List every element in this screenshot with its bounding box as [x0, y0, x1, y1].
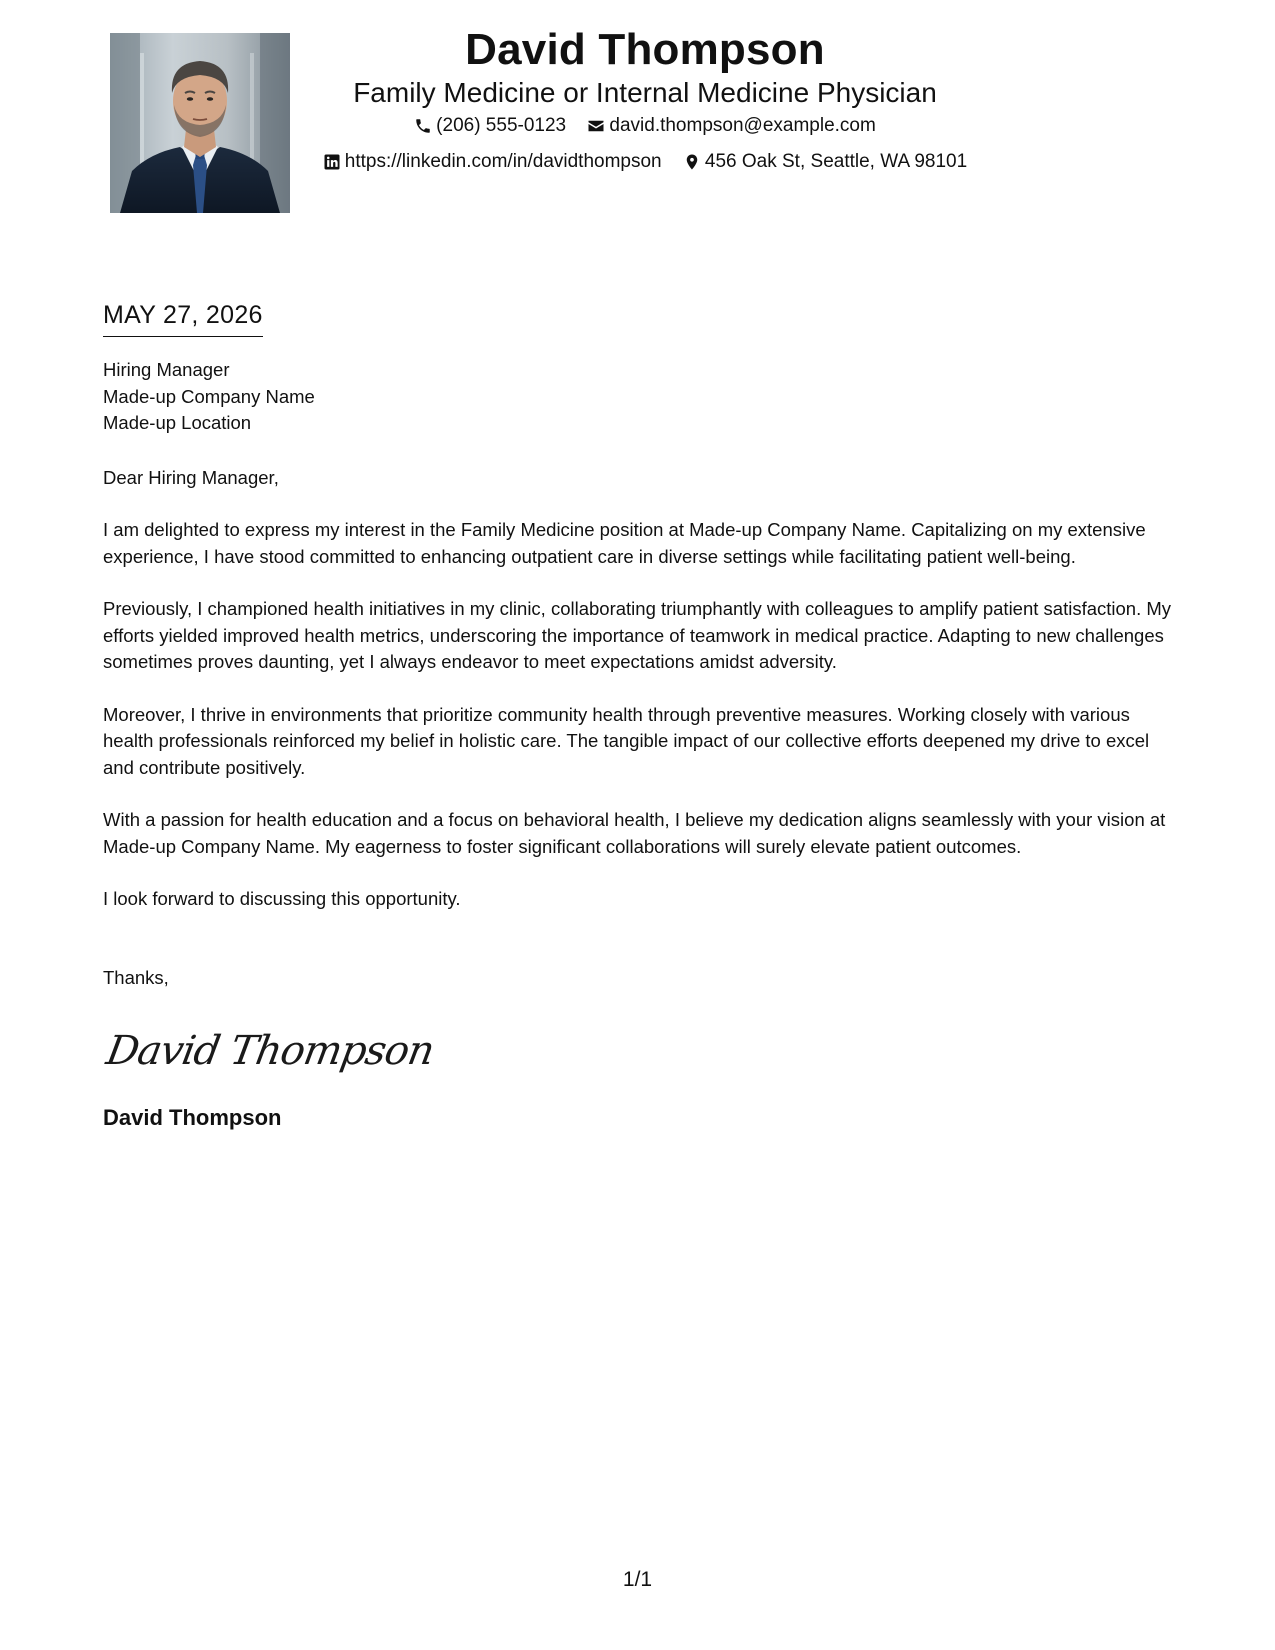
linkedin-url: https://linkedin.com/in/davidthompson [344, 151, 662, 172]
page-number: 1/1 [622, 1568, 653, 1591]
email-address: david.thompson@example.com [609, 115, 876, 136]
body-paragraph: Previously, I championed health initiatives in my clinic, collaborating triumphantly with colleagues to amplify patient satisfaction. My efforts yielded improved health metrics, underscoring the importance of teamwork in medical practice. Adapting to new challenges sometimes proves daunting, yet I always endeavor to meet expectations amidst adversity. [103, 598, 1172, 672]
closing: Thanks, [103, 966, 169, 988]
phone-number: (206) 555-0123 [436, 115, 567, 136]
handwritten-signature: David Thompson [102, 1028, 438, 1074]
email-contact[interactable] [587, 110, 875, 142]
salutation: Dear Hiring Manager, [103, 466, 279, 488]
portrait-image [110, 33, 290, 213]
job-title: Family Medicine or Internal Medicine Physician [353, 77, 937, 108]
phone-icon [414, 117, 432, 135]
body-paragraph: With a passion for health education and a focus on behavioral health, I believe my dedication aligns seamlessly with your vision at Made-up Company Name. My eagerness to foster significant collaborations will surely elevate patient outcomes. [103, 809, 1166, 857]
profile-photo [110, 33, 290, 213]
header [300, 22, 990, 182]
body-paragraph: Moreover, I thrive in environments that prioritize community health through preventive measures. Working closely with various health professionals reinforced my belief in holistic care. The tangible impact of our collective efforts deepened my drive to excel and contribute positively. [103, 703, 1150, 778]
contact-row-primary [300, 110, 990, 146]
linkedin-contact[interactable] [323, 146, 662, 178]
address-contact [683, 146, 967, 178]
recipient-line: Hiring Manager [103, 359, 230, 380]
linkedin-icon [323, 153, 341, 171]
applicant-name: David Thompson [465, 25, 825, 74]
recipient-line: Made-up Company Name [103, 385, 315, 407]
letter-body [103, 298, 1183, 1133]
letter-date: MAY 27, 2026 [103, 298, 263, 337]
recipient-line: Made-up Location [103, 412, 252, 433]
signer-name: David Thompson [103, 1105, 282, 1130]
body-paragraph: I look forward to discussing this opportunity. [103, 888, 461, 909]
envelope-icon [587, 117, 605, 135]
street-address: 456 Oak St, Seattle, WA 98101 [704, 151, 968, 172]
phone-contact[interactable] [414, 110, 566, 142]
map-pin-icon [683, 153, 701, 171]
recipient-block [103, 357, 1183, 437]
body-paragraph: I am delighted to express my interest in the Family Medicine position at Made-up Company Name. Capitalizing on my extensive experience, I have stood committed to enhancing outpatient care in diverse settings while facilitating patient well-being. [103, 519, 1146, 567]
contact-row-secondary [300, 146, 990, 182]
